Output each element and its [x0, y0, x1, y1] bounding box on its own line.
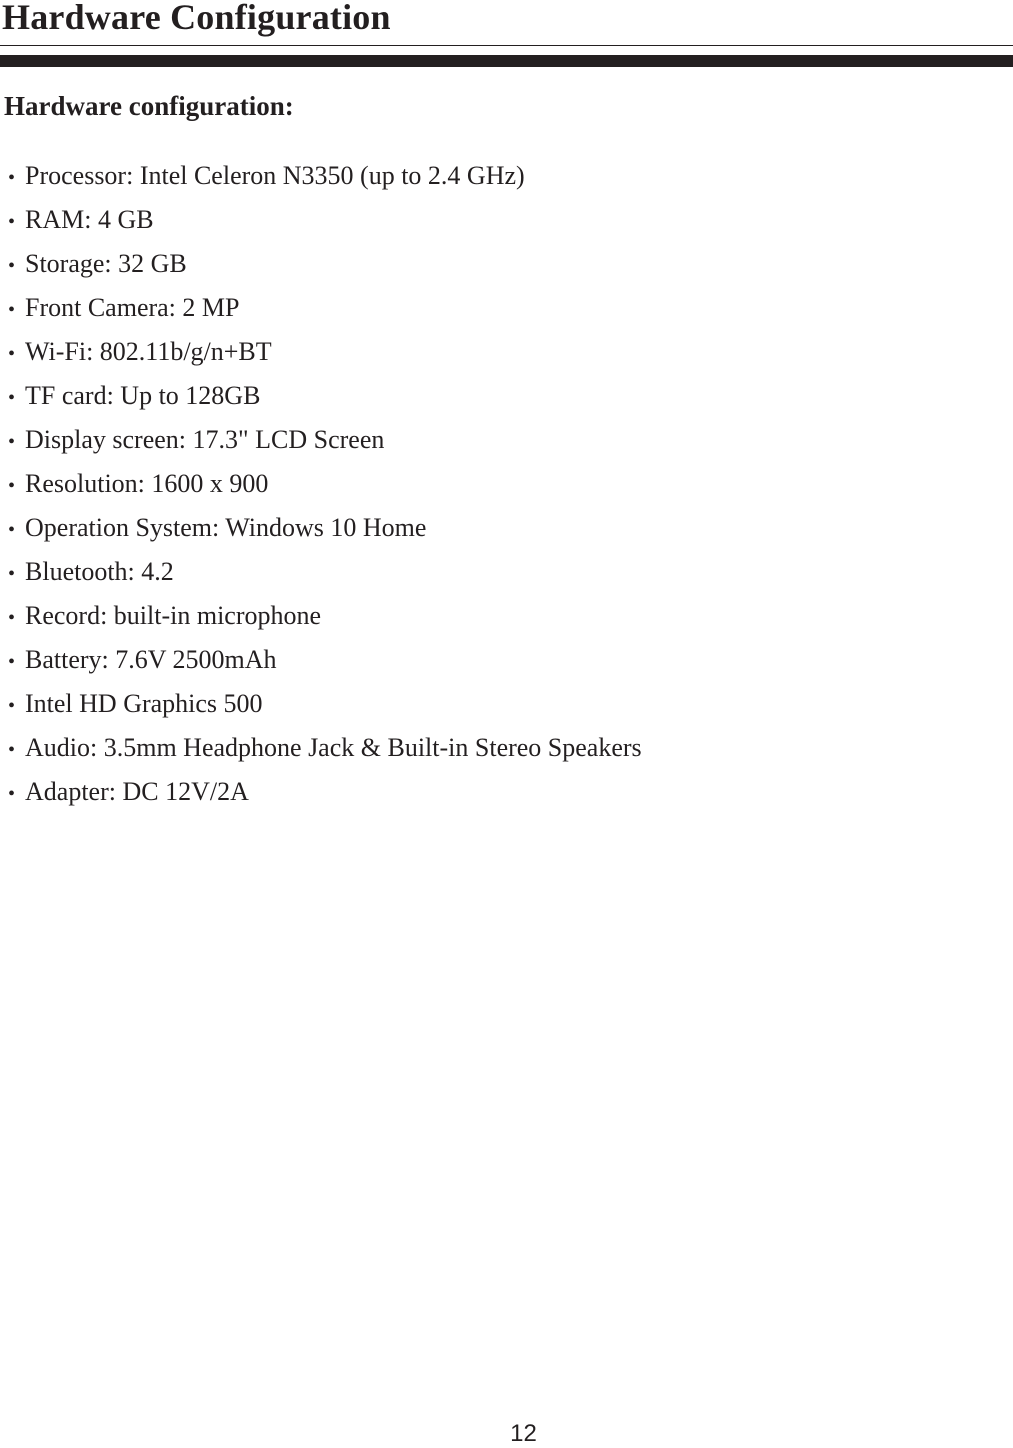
bullet-icon: •	[8, 431, 16, 453]
bullet-icon: •	[8, 167, 16, 189]
spec-text: Audio: 3.5mm Headphone Jack & Built-in Stereo Speakers	[25, 733, 642, 762]
spec-text: Intel HD Graphics 500	[25, 689, 263, 718]
header-divider-thick	[0, 55, 1013, 67]
spec-text: Battery: 7.6V 2500mAh	[25, 645, 277, 674]
spec-item	[8, 644, 642, 688]
spec-item	[8, 336, 642, 380]
spec-text: TF card: Up to 128GB	[25, 381, 261, 410]
bullet-icon: •	[8, 739, 16, 761]
spec-item	[8, 380, 642, 424]
spec-text: Resolution: 1600 x 900	[25, 469, 269, 498]
spec-text: Adapter: DC 12V/2A	[25, 777, 249, 806]
bullet-icon: •	[8, 255, 16, 277]
spec-item	[8, 556, 642, 600]
spec-item	[8, 468, 642, 512]
page-header-title: Hardware Configuration	[2, 0, 391, 37]
spec-text: Record: built-in microphone	[25, 601, 322, 630]
spec-text: Front Camera: 2 MP	[25, 293, 240, 322]
spec-item	[8, 424, 642, 468]
bullet-icon: •	[8, 387, 16, 409]
spec-text: Wi-Fi: 802.11b/g/n+BT	[25, 337, 272, 366]
bullet-icon: •	[8, 475, 16, 497]
spec-text: Processor: Intel Celeron N3350 (up to 2.4 GHz)	[25, 161, 525, 190]
bullet-icon: •	[8, 299, 16, 321]
spec-text: Display screen: 17.3" LCD Screen	[25, 425, 385, 454]
spec-item	[8, 160, 642, 204]
spec-item	[8, 204, 642, 248]
bullet-icon: •	[8, 783, 16, 805]
spec-item	[8, 292, 642, 336]
bullet-icon: •	[8, 651, 16, 673]
spec-text: Bluetooth: 4.2	[25, 557, 174, 586]
spec-text: Storage: 32 GB	[25, 249, 187, 278]
spec-list	[8, 160, 642, 820]
spec-item	[8, 248, 642, 292]
page-number: 12	[510, 1420, 537, 1447]
bullet-icon: •	[8, 607, 16, 629]
section-heading: Hardware configuration:	[4, 91, 294, 121]
spec-item	[8, 600, 642, 644]
bullet-icon: •	[8, 563, 16, 585]
spec-item	[8, 688, 642, 732]
spec-text: Operation System: Windows 10 Home	[25, 513, 427, 542]
bullet-icon: •	[8, 211, 16, 233]
spec-item	[8, 512, 642, 556]
bullet-icon: •	[8, 343, 16, 365]
spec-text: RAM: 4 GB	[25, 205, 154, 234]
header-divider-thin	[0, 45, 1013, 46]
bullet-icon: •	[8, 519, 16, 541]
spec-item	[8, 732, 642, 776]
spec-item	[8, 776, 642, 820]
bullet-icon: •	[8, 695, 16, 717]
